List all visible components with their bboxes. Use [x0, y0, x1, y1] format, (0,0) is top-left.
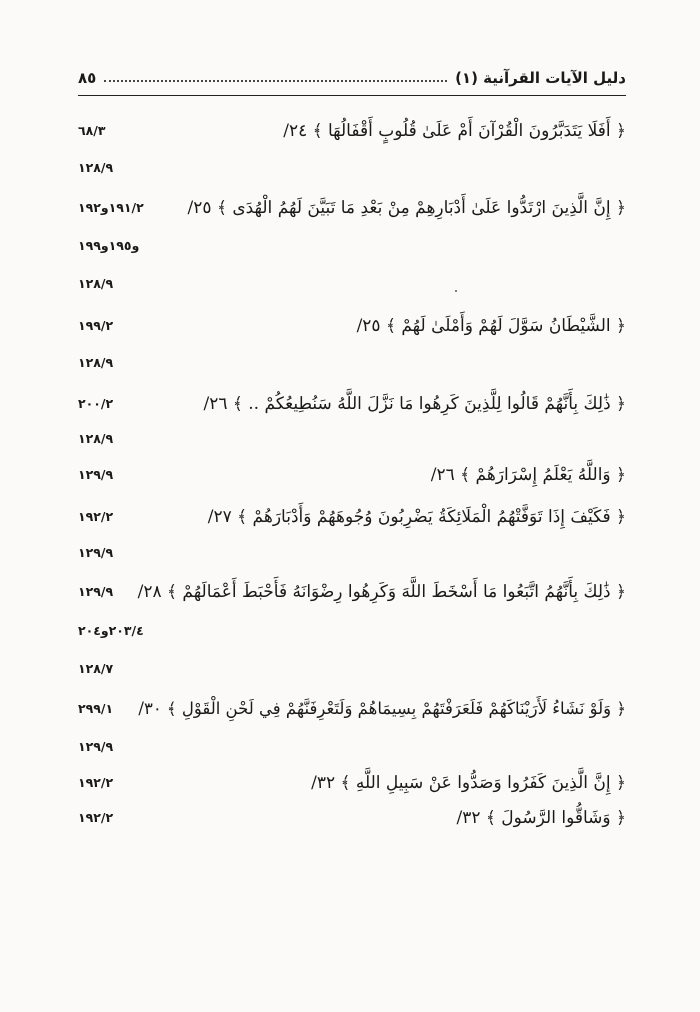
speck	[455, 290, 457, 292]
header-rule	[78, 95, 626, 96]
volume-page-ref: ١٩٢/٢	[78, 775, 114, 790]
volume-page-ref: ٢٩٩/١	[78, 701, 114, 716]
verse-text: ﴿ ذَٰلِكَ بِأَنَّهُمُ اتَّبَعُوا مَا أَسْخَطَ اللَّهَ وَكَرِهُوا رِضْوَانَهُ فَأَحْبَطَ أَعْمَالَهُمْ ﴾ ٢٨/	[137, 582, 626, 602]
index-entry	[78, 271, 626, 297]
volume-page-ref: ١٢٨/٩	[78, 355, 114, 370]
verse-text: ﴿ الشَّيْطَانُ سَوَّلَ لَهُمْ وَأَمْلَىٰ لَهُمْ ﴾ ٢٥/	[356, 316, 626, 336]
volume-page-ref: ١٢٨/٩	[78, 431, 114, 446]
volume-page-ref: ٢٠٠/٢	[78, 396, 114, 411]
volume-page-ref: ١٢٩/٩	[78, 467, 114, 482]
verse-text: ﴿ وَشَاقُّوا الرَّسُولَ ﴾ ٣٢/	[456, 808, 626, 828]
volume-page-ref: ٢٠٣/٤و٢٠٤	[78, 623, 144, 638]
volume-page-ref: ١٢٨/٧	[78, 661, 114, 676]
verse-text: ﴿ أَفَلَا يَتَدَبَّرُونَ الْقُرْآنَ أَمْ عَلَىٰ قُلُوبٍ أَقْفَالُهَا ﴾ ٢٤/	[283, 121, 626, 141]
volume-page-ref: ١٩٩/٢	[78, 318, 114, 333]
volume-page-ref: ١٢٩/٩	[78, 545, 114, 560]
index-entry	[78, 391, 626, 417]
verse-text: ﴿ ذَٰلِكَ بِأَنَّهُمْ قَالُوا لِلَّذِينَ كَرِهُوا مَا نَزَّلَ اللَّهُ سَنُطِيعُكُمْ .. ﴾ ٢٦/	[203, 394, 626, 414]
volume-page-ref: ١٢٩/٩	[78, 739, 114, 754]
index-entry	[78, 118, 626, 144]
verse-text: ﴿ وَاللَّهُ يَعْلَمُ إِسْرَارَهُمْ ﴾ ٢٦/	[430, 465, 626, 485]
index-entry	[78, 313, 626, 339]
volume-page-ref: ١٩٢/٢	[78, 509, 114, 524]
volume-page-ref: ١٢٨/٩	[78, 160, 114, 175]
verse-text: ﴿ إِنَّ الَّذِينَ ارْتَدُّوا عَلَىٰ أَدْبَارِهِمْ مِنْ بَعْدِ مَا تَبَيَّنَ لَهُمُ الْهُدَى ﴾ ٢٥/	[187, 198, 626, 218]
header-title: دليل الآيات القرآنية (١)	[455, 69, 626, 87]
volume-page-ref: ١٩١/٢و١٩٢	[78, 200, 144, 215]
index-entry	[78, 233, 626, 259]
index-entry	[78, 770, 626, 796]
index-entry	[78, 155, 626, 181]
index-entry	[78, 618, 626, 644]
volume-page-ref: ١٩٢/٢	[78, 810, 114, 825]
index-entry	[78, 579, 626, 605]
volume-page-ref: ١٢٨/٩	[78, 276, 114, 291]
index-entry	[78, 195, 626, 221]
index-entry	[78, 540, 626, 566]
index-entry	[78, 696, 626, 722]
index-entry	[78, 350, 626, 376]
running-header	[78, 66, 626, 90]
index-entry	[78, 462, 626, 488]
index-entry	[78, 504, 626, 530]
volume-page-ref: و١٩٥و١٩٩	[78, 238, 140, 253]
page-number: ٨٥	[78, 69, 97, 87]
volume-page-ref: ١٢٩/٩	[78, 584, 114, 599]
index-entry	[78, 656, 626, 682]
verse-text: ﴿ فَكَيْفَ إِذَا تَوَفَّتْهُمُ الْمَلَائِكَةُ يَضْرِبُونَ وُجُوهَهُمْ وَأَدْبَارَهُمْ ﴾ ٢٧/	[207, 507, 626, 527]
verse-text: ﴿ إِنَّ الَّذِينَ كَفَرُوا وَصَدُّوا عَنْ سَبِيلِ اللَّهِ ﴾ ٣٢/	[311, 773, 626, 793]
volume-page-ref: ٦٨/٣	[78, 123, 106, 138]
index-entry	[78, 426, 626, 452]
index-entry	[78, 805, 626, 831]
leader-dots	[104, 80, 447, 82]
index-entry	[78, 734, 626, 760]
verse-text: ﴿ وَلَوْ نَشَاءُ لَأَرَيْنَاكَهُمْ فَلَعَرَفْتَهُمْ بِسِيمَاهُمْ وَلَتَعْرِفَنَّهُمْ فِي لَحْنِ الْقَوْلِ ﴾ ٣٠/	[138, 699, 626, 718]
